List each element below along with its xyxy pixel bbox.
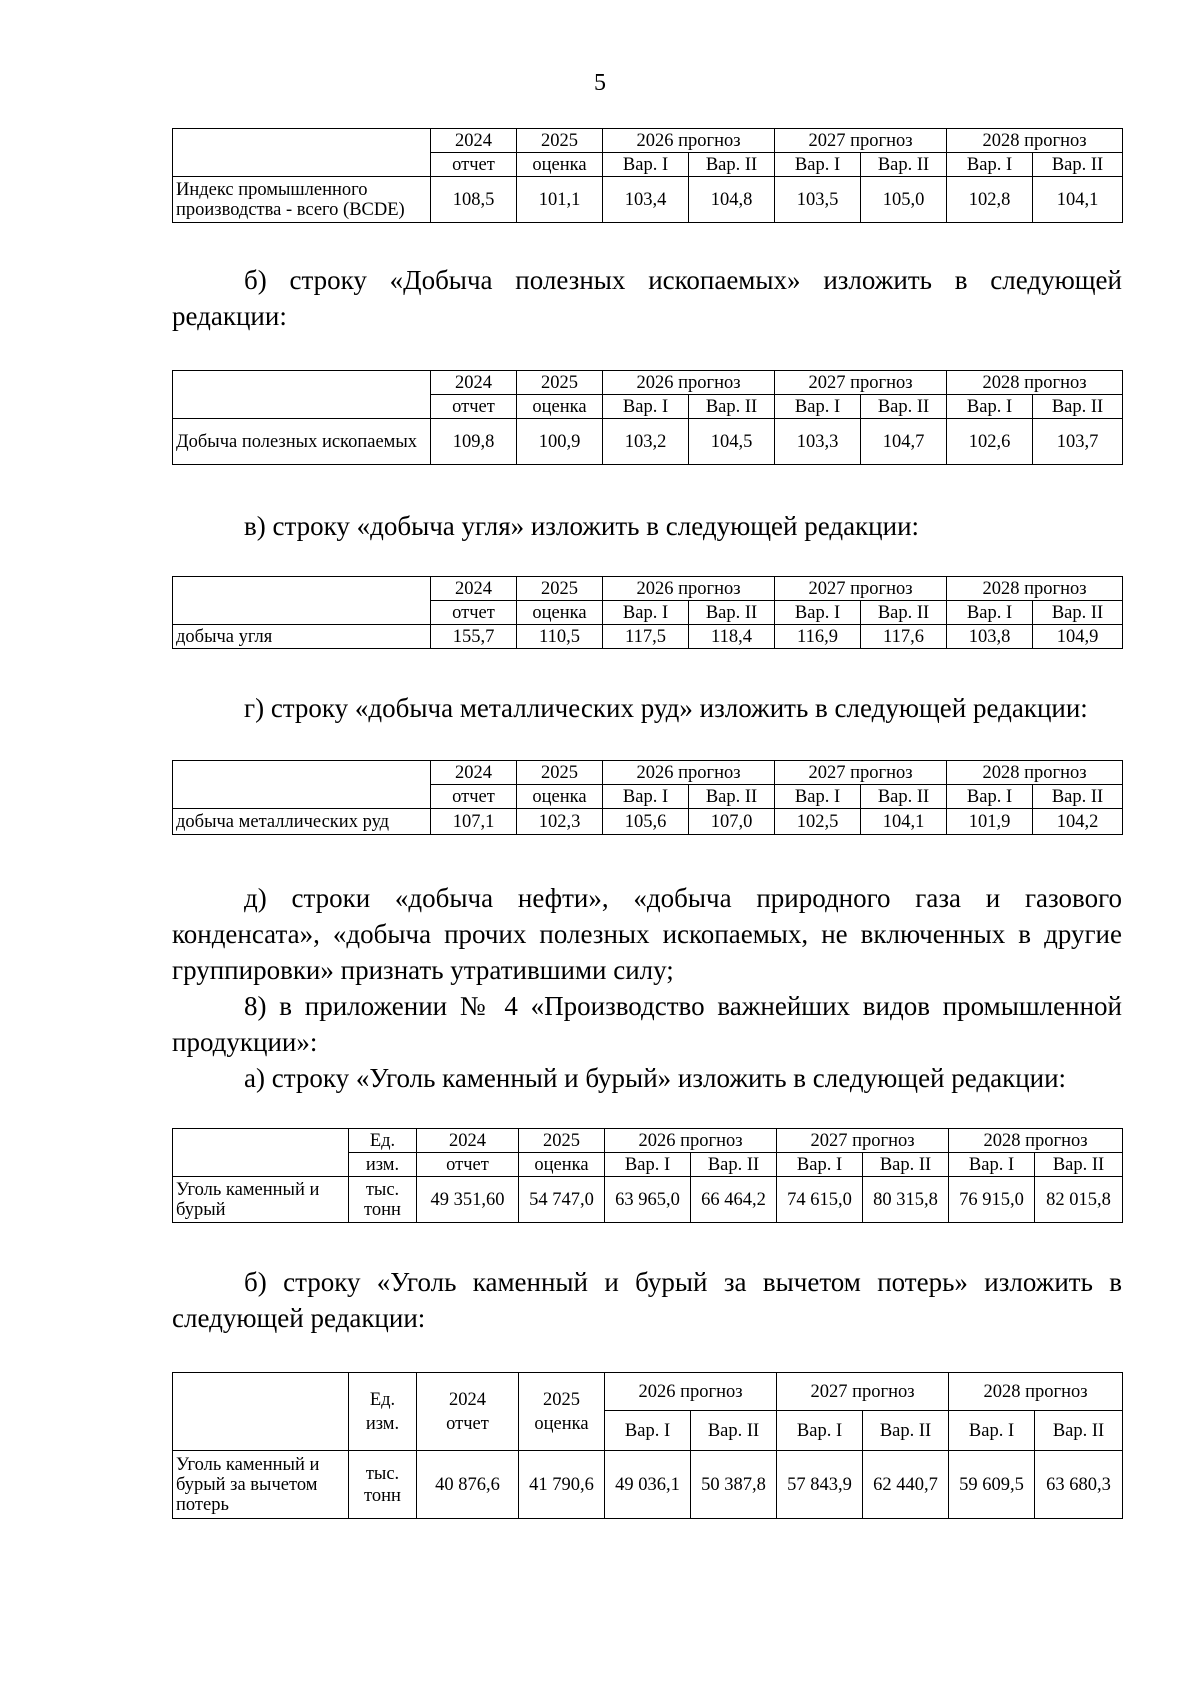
- header-empty: [173, 1129, 349, 1177]
- header-var2: Вар. II: [861, 153, 947, 177]
- header-2026-forecast: 2026 прогноз: [603, 761, 775, 785]
- paragraph-d: д) строки «добыча нефти», «добыча природного газа и газового конденсата», «добыча прочих полезных ископаемых, не включенных в другие группировки» признать утратившими силу;: [172, 883, 1122, 985]
- header-2028-forecast: 2028 прогноз: [947, 129, 1123, 153]
- value-cell: 103,7: [1033, 419, 1123, 465]
- value-cell: 102,6: [947, 419, 1033, 465]
- header-2027-forecast: 2027 прогноз: [777, 1129, 949, 1153]
- header-report: отчет: [431, 785, 517, 809]
- header-2024: 2024: [431, 761, 517, 785]
- header-empty: [173, 371, 431, 419]
- header-2024: 2024: [431, 371, 517, 395]
- header-2025: 2025: [517, 371, 603, 395]
- value-cell: 102,8: [947, 177, 1033, 223]
- header-2027-forecast: 2027 прогноз: [775, 129, 947, 153]
- header-empty: [173, 761, 431, 809]
- header-var2: Вар. II: [861, 395, 947, 419]
- value-cell: 102,3: [517, 809, 603, 835]
- value-cell: 104,2: [1033, 809, 1123, 835]
- header-var1: Вар. I: [777, 1153, 863, 1177]
- header-estimate: оценка: [519, 1153, 605, 1177]
- header-var1: Вар. I: [777, 1411, 863, 1451]
- header-estimate: оценка: [534, 1413, 589, 1434]
- header-report: отчет: [446, 1413, 489, 1434]
- table-metal-ores: [172, 760, 1122, 835]
- header-var2: Вар. II: [691, 1153, 777, 1177]
- header-unit: Ед.: [349, 1129, 417, 1153]
- table-mining: [172, 370, 1122, 465]
- header-var2: Вар. II: [689, 785, 775, 809]
- header-2028-forecast: 2028 прогноз: [947, 761, 1123, 785]
- paragraph-g: г) строку «добыча металлических руд» изложить в следующей редакции:: [244, 693, 1088, 723]
- row-label: Индекс промышленного производства - всего (BCDE): [173, 177, 431, 223]
- header-var2: Вар. II: [1033, 601, 1123, 625]
- value-cell: 62 440,7: [863, 1451, 949, 1519]
- header-report: отчет: [431, 395, 517, 419]
- header-report: отчет: [431, 601, 517, 625]
- value-cell: 41 790,6: [519, 1451, 605, 1519]
- header-var2: Вар. II: [1035, 1411, 1123, 1451]
- value-cell: 104,5: [689, 419, 775, 465]
- header-var1: Вар. I: [947, 153, 1033, 177]
- header-var1: Вар. I: [603, 395, 689, 419]
- header-estimate: оценка: [517, 153, 603, 177]
- paragraph-b: б) строку «Добыча полезных ископаемых» изложить в следующей редакции:: [172, 265, 1122, 331]
- header-report: отчет: [431, 153, 517, 177]
- header-2028-forecast: 2028 прогноз: [949, 1129, 1123, 1153]
- value-cell: 49 351,60: [417, 1177, 519, 1223]
- header-2024-report: [417, 1373, 519, 1451]
- header-var2: Вар. II: [1033, 395, 1123, 419]
- value-cell: 103,4: [603, 177, 689, 223]
- header-2025: 2025: [519, 1129, 605, 1153]
- value-cell: 103,8: [947, 625, 1033, 649]
- row-label: Уголь каменный и бурый: [173, 1177, 349, 1223]
- value-cell: 104,1: [1033, 177, 1123, 223]
- header-var2: Вар. II: [863, 1411, 949, 1451]
- row-label: добыча металлических руд: [173, 809, 431, 835]
- value-cell: 116,9: [775, 625, 861, 649]
- page-number: 5: [594, 70, 606, 96]
- header-var1: Вар. I: [775, 395, 861, 419]
- header-var2: Вар. II: [861, 785, 947, 809]
- value-cell: 155,7: [431, 625, 517, 649]
- value-cell: 76 915,0: [949, 1177, 1035, 1223]
- header-2024: 2024: [449, 1389, 486, 1410]
- header-var1: Вар. I: [775, 785, 861, 809]
- value-cell: 74 615,0: [777, 1177, 863, 1223]
- header-var2: Вар. II: [861, 601, 947, 625]
- header-2028-forecast: 2028 прогноз: [949, 1373, 1123, 1411]
- header-2025: 2025: [543, 1389, 580, 1410]
- value-cell: 101,9: [947, 809, 1033, 835]
- header-unit-top: Ед.: [369, 1389, 396, 1410]
- header-2024: 2024: [431, 577, 517, 601]
- value-cell: 59 609,5: [949, 1451, 1035, 1519]
- paragraph-v: в) строку «добыча угля» изложить в следующей редакции:: [244, 511, 920, 541]
- value-cell: 117,5: [603, 625, 689, 649]
- header-var1: Вар. I: [947, 395, 1033, 419]
- value-cell: 108,5: [431, 177, 517, 223]
- header-empty: [173, 129, 431, 177]
- header-var1: Вар. I: [603, 785, 689, 809]
- header-var2: Вар. II: [1033, 785, 1123, 809]
- header-var1: Вар. I: [605, 1411, 691, 1451]
- value-cell: 118,4: [689, 625, 775, 649]
- header-var2: Вар. II: [689, 395, 775, 419]
- header-var1: Вар. I: [775, 153, 861, 177]
- value-cell: 107,0: [689, 809, 775, 835]
- header-var2: Вар. II: [1033, 153, 1123, 177]
- value-cell: 101,1: [517, 177, 603, 223]
- value-cell: 102,5: [775, 809, 861, 835]
- unit-cell: тыс. тонн: [349, 1177, 417, 1223]
- header-2025: 2025: [517, 577, 603, 601]
- header-2024: 2024: [417, 1129, 519, 1153]
- value-cell: 105,0: [861, 177, 947, 223]
- header-var2: Вар. II: [1035, 1153, 1123, 1177]
- header-var1: Вар. I: [949, 1153, 1035, 1177]
- header-empty: [173, 1373, 349, 1451]
- value-cell: 40 876,6: [417, 1451, 519, 1519]
- header-var2: Вар. II: [691, 1411, 777, 1451]
- header-2024: 2024: [431, 129, 517, 153]
- value-cell: 50 387,8: [691, 1451, 777, 1519]
- value-cell: 103,5: [775, 177, 861, 223]
- header-var1: Вар. I: [949, 1411, 1035, 1451]
- value-cell: 63 965,0: [605, 1177, 691, 1223]
- header-var1: Вар. I: [947, 785, 1033, 809]
- header-var1: Вар. I: [947, 601, 1033, 625]
- header-2025-estimate: [519, 1373, 605, 1451]
- header-2026-forecast: 2026 прогноз: [603, 129, 775, 153]
- row-label: Добыча полезных ископаемых: [173, 419, 431, 465]
- header-var1: Вар. I: [603, 153, 689, 177]
- value-cell: 110,5: [517, 625, 603, 649]
- value-cell: 104,8: [689, 177, 775, 223]
- header-report: отчет: [417, 1153, 519, 1177]
- header-2028-forecast: 2028 прогноз: [947, 577, 1123, 601]
- header-2025: 2025: [517, 761, 603, 785]
- value-cell: 105,6: [603, 809, 689, 835]
- header-2026-forecast: 2026 прогноз: [605, 1129, 777, 1153]
- table-coal: [172, 576, 1122, 649]
- value-cell: 63 680,3: [1035, 1451, 1123, 1519]
- value-cell: 49 036,1: [605, 1451, 691, 1519]
- value-cell: 57 843,9: [777, 1451, 863, 1519]
- header-var1: Вар. I: [605, 1153, 691, 1177]
- value-cell: 100,9: [517, 419, 603, 465]
- header-estimate: оценка: [517, 395, 603, 419]
- header-2027-forecast: 2027 прогноз: [775, 371, 947, 395]
- row-label: добыча угля: [173, 625, 431, 649]
- table-industrial-index: [172, 128, 1122, 223]
- header-unit-measure: изм.: [349, 1153, 417, 1177]
- value-cell: 107,1: [431, 809, 517, 835]
- header-2025: 2025: [517, 129, 603, 153]
- header-2027-forecast: 2027 прогноз: [777, 1373, 949, 1411]
- value-cell: 104,7: [861, 419, 947, 465]
- value-cell: 104,9: [1033, 625, 1123, 649]
- value-cell: 117,6: [861, 625, 947, 649]
- header-2027-forecast: 2027 прогноз: [775, 577, 947, 601]
- header-2027-forecast: 2027 прогноз: [775, 761, 947, 785]
- header-2026-forecast: 2026 прогноз: [603, 577, 775, 601]
- header-var2: Вар. II: [689, 601, 775, 625]
- header-estimate: оценка: [517, 785, 603, 809]
- paragraph-b2: б) строку «Уголь каменный и бурый за вычетом потерь» изложить в следующей редакции:: [172, 1267, 1122, 1333]
- value-cell: 103,3: [775, 419, 861, 465]
- header-empty: [173, 577, 431, 625]
- header-unit-bottom: изм.: [365, 1413, 400, 1434]
- table-coal-net-losses: [172, 1372, 1122, 1519]
- header-var1: Вар. I: [775, 601, 861, 625]
- value-cell: 82 015,8: [1035, 1177, 1123, 1223]
- header-2026-forecast: 2026 прогноз: [605, 1373, 777, 1411]
- header-unit: [349, 1373, 417, 1451]
- header-var2: Вар. II: [689, 153, 775, 177]
- header-var1: Вар. I: [603, 601, 689, 625]
- row-label: Уголь каменный и бурый за вычетом потерь: [173, 1451, 349, 1519]
- value-cell: 103,2: [603, 419, 689, 465]
- header-estimate: оценка: [517, 601, 603, 625]
- unit-cell: тыс. тонн: [349, 1451, 417, 1519]
- header-2026-forecast: 2026 прогноз: [603, 371, 775, 395]
- header-var2: Вар. II: [863, 1153, 949, 1177]
- header-2028-forecast: 2028 прогноз: [947, 371, 1123, 395]
- value-cell: 109,8: [431, 419, 517, 465]
- value-cell: 104,1: [861, 809, 947, 835]
- paragraph-a: а) строку «Уголь каменный и бурый» изложить в следующей редакции:: [244, 1063, 1067, 1093]
- paragraph-8: 8) в приложении № 4 «Производство важнейших видов промышленной продукции»:: [172, 991, 1122, 1057]
- table-coal-production: [172, 1128, 1122, 1223]
- value-cell: 80 315,8: [863, 1177, 949, 1223]
- value-cell: 54 747,0: [519, 1177, 605, 1223]
- value-cell: 66 464,2: [691, 1177, 777, 1223]
